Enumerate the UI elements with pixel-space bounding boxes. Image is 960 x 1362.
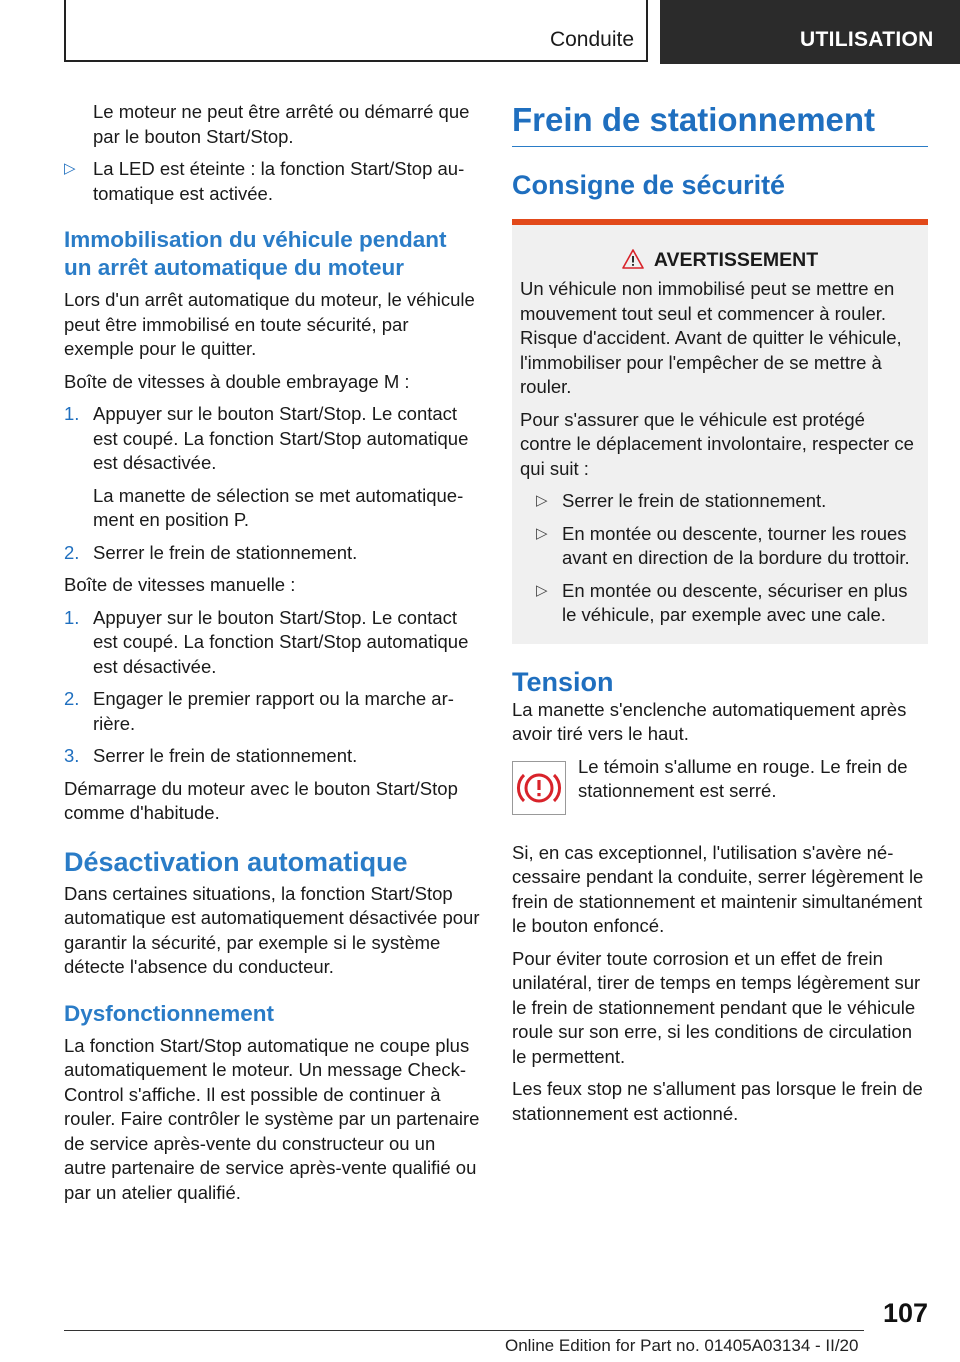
step-text: Serrer le frein de stationnement. [93,541,358,563]
heading-tension: Tension [512,666,614,697]
step-text: Engager le premier rapport ou la marche arrière. [93,688,454,734]
header-chapter-box [64,0,648,62]
list-item [64,157,480,206]
paragraph-manual: Boîte de vitesses manuelle : [64,574,296,595]
warning-bullet-text: En montée ou descente, sécuriser en plus le véhicule, par exemple avec une cale. [562,579,908,625]
paragraph-tension: La manette s'enclenche automatiquement après avoir tiré vers le haut. [512,698,907,744]
triangle-bullet-icon: ▷ [64,160,76,177]
warning-bullet-text: En montée ou descente, tourner les roues avant en direction de la bordure du trottoir. [562,522,910,568]
step-number: 1. [64,606,80,628]
indicator-row [512,755,928,831]
step-extra: La manette de sélection se met automatiquement en position P. [93,484,464,530]
step-number: 2. [64,688,80,709]
header-section: UTILISATION [800,28,934,51]
page-number: 107 [883,1298,929,1328]
step-number: 2. [64,541,80,563]
paragraph-temoin: Le témoin s'allume en rouge. Le frein de stationnement est serré. [578,755,908,801]
warning-box [512,225,928,644]
step-text: Serrer le frein de stationnement. [93,745,358,766]
bullet-led-text: La LED est éteinte : la fonction Start/Stop automatique est activée. [93,158,465,204]
header-chapter: Conduite [549,28,634,51]
heading-immobilisation: Immobilisation du véhicule pendant un arrêt automatique du moteur [64,227,447,280]
footer-divider [64,1330,864,1331]
step-text: Appuyer sur le bouton Start/Stop. Le contact est coupé. La fonction Start/Stop automatique est désactivée. [93,403,469,473]
heading-consigne: Consigne de sécurité [512,170,786,200]
warning-title [520,247,920,273]
list-item [64,606,480,680]
list-item [520,579,920,628]
paragraph-immobilisation: Lors d'un arrêt automatique du moteur, le véhicule peut être immobilisé en toute sécurité, par exemple pour le quitter. [64,289,475,359]
heading-dysfonctionnement: Dysfonctionnement [64,1000,275,1026]
list-item [64,744,480,769]
warning-paragraph: Pour s'assurer que le véhicule est protégé contre le déplacement involontaire, respecter ce qui suit : [520,408,914,479]
heading-desactivation: Désactivation automatique [64,846,408,877]
warning-title-text: AVERTISSEMENT [653,249,819,271]
paragraph-double-clutch: Boîte de vitesses à double embrayage M : [64,370,410,392]
list-item [64,402,480,476]
list-item [64,687,480,736]
step-text: Appuyer sur le bouton Start/Stop. Le contact est coupé. La fonction Start/Stop automatique est désactivée. [93,606,469,677]
triangle-bullet-icon: ▷ [536,492,548,509]
intro-paragraph: Le moteur ne peut être arrêté ou démarré que par le bouton Start/Stop. [93,101,470,147]
step-number: 3. [64,745,80,766]
left-column [64,100,480,1213]
triangle-bullet-icon: ▷ [536,524,548,542]
footer-edition: Online Edition for Part no. 01405A03134 - II/20 [505,1336,859,1355]
list-item [64,541,480,566]
list-item [520,522,920,571]
heading-frein-stationnement: Frein de stationnement [512,100,928,147]
parking-brake-indicator-icon [512,761,566,815]
paragraph-feux: Les feux stop ne s'allument pas lorsque le frein de stationnement est actionné. [512,1078,923,1124]
warning-bullet-text: Serrer le frein de stationnement. [562,490,827,511]
warning-triangle-icon [622,249,644,269]
header-section-box [660,0,960,64]
paragraph-demarrage: Démarrage du moteur avec le bouton Start/Stop comme d'habitude. [64,777,458,823]
warning-paragraph: Un véhicule non immobilisé peut se mettre en mouvement tout seul et commencer à rouler. Risque d'accident. Avant de quitter le véhicule, l'immobiliser pour l'empêcher de se mettre à rouler. [520,278,902,397]
paragraph-desactivation: Dans certaines situations, la fonction Start/Stop automatique est automatiquement désactivée pour garantir la sécurité, par exemple si le système détecte l'absence du conducteur. [64,882,480,977]
step-number: 1. [64,403,80,424]
paragraph-corrosion: Pour éviter toute corrosion et un effet de frein unilatéral, tirer de temps en temps légèrement sur le frein de stationnement pendant que le véhicule roule sur son erre, si les conditions de circulation le permettent. [512,947,921,1067]
paragraph-dysfonctionnement: La fonction Start/Stop automatique ne coupe plus automatiquement le moteur. Un message Check-Control s'affiche. Il est possible de continuer à rouler. Faire contrôler le système par un partenaire de service après-vente du constructeur ou un autre partenaire de service après-vente qualifié ou par un atelier qualifié. [64,1034,480,1203]
list-item [520,489,920,514]
triangle-bullet-icon: ▷ [536,581,548,599]
paragraph-exception: Si, en cas exceptionnel, l'utilisation s'avère nécessaire pendant la conduite, serrer légèrement le frein de stationnement et maintenir simultanément le bouton enfoncé. [512,841,924,936]
right-column [512,100,928,1134]
